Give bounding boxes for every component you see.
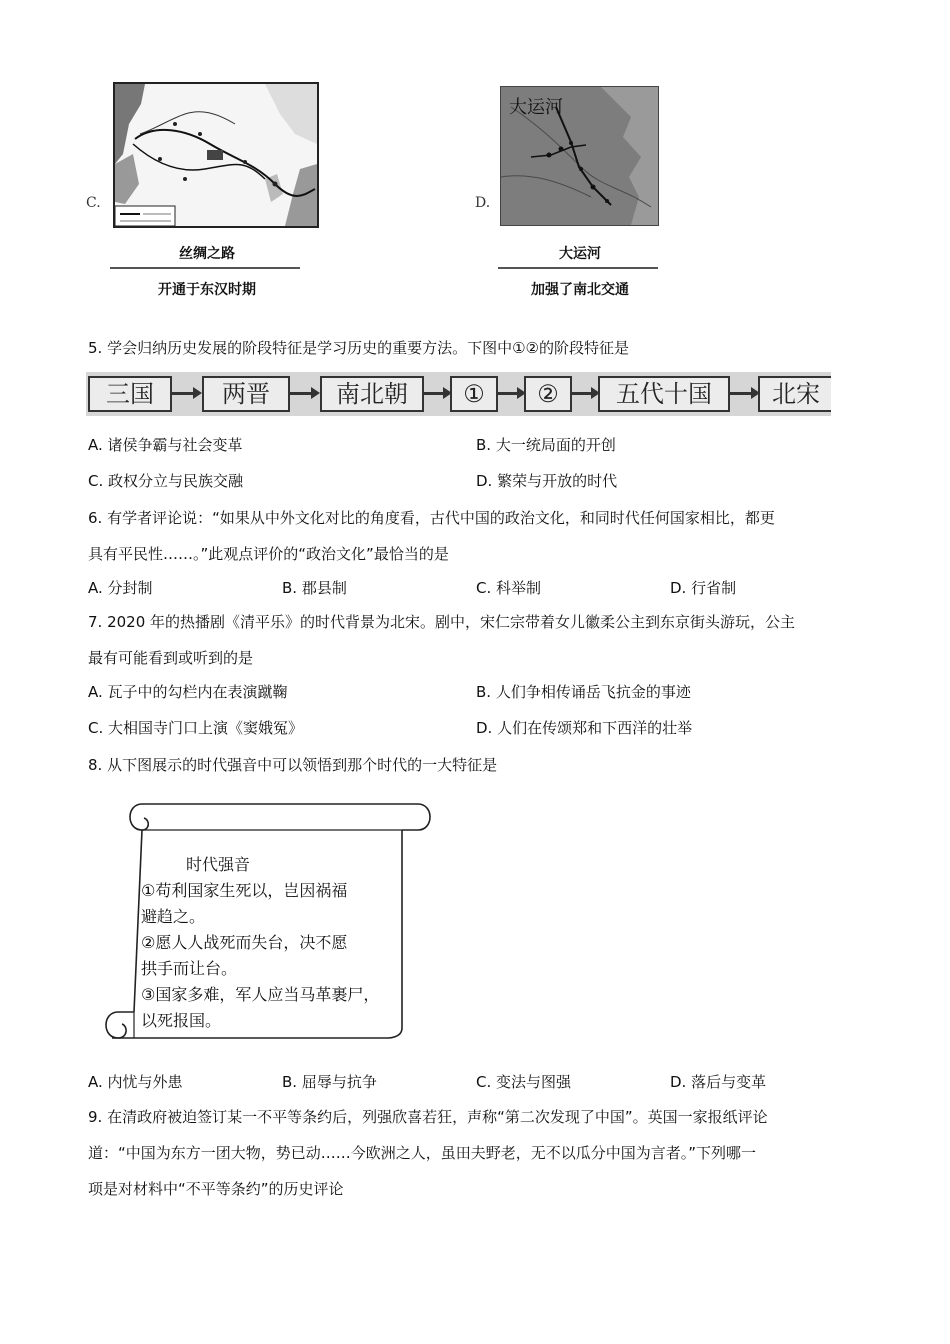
- timeline-stage: ①: [450, 376, 498, 412]
- timeline-arrow: [172, 392, 194, 395]
- option-c-caption-title: 丝绸之路: [179, 246, 235, 262]
- timeline-stage: 北宋: [758, 376, 831, 412]
- q7-option-c[interactable]: C. 大相国寺门口上演《窦娥冤》: [88, 719, 304, 737]
- timeline-arrow: [730, 392, 752, 395]
- timeline-stage: 南北朝: [320, 376, 424, 412]
- q7-option-d[interactable]: D. 人们在传颂郑和下西洋的壮举: [476, 719, 693, 737]
- q9-stem-line2: 道：“中国为东方一团大物，势已动……今欧洲之人，虽田夫野老，无不以瓜分中国为言者。”下列哪一: [88, 1144, 757, 1162]
- q7-option-a[interactable]: A. 瓦子中的勾栏内在表演蹴鞠: [88, 683, 288, 701]
- q6-option-a[interactable]: A. 分封制: [88, 579, 153, 597]
- q5-stem: 5. 学会归纳历史发展的阶段特征是学习历史的重要方法。下图中①②的阶段特征是: [88, 339, 629, 357]
- timeline-arrow: [290, 392, 312, 395]
- q5-timeline: [86, 372, 831, 416]
- option-c-letter: C.: [86, 195, 101, 211]
- q8-option-d[interactable]: D. 落后与变革: [670, 1073, 767, 1091]
- q8-stem: 8. 从下图展示的时代强音中可以领悟到那个时代的一大特征是: [88, 756, 498, 774]
- q5-option-c[interactable]: C. 政权分立与民族交融: [88, 472, 244, 490]
- timeline-arrow: [572, 392, 592, 395]
- q8-scroll-line: ③国家多难，军人应当马革裹尸，: [141, 985, 380, 1004]
- q8-scroll-title: 时代强音: [186, 855, 251, 874]
- option-d-letter: D.: [475, 195, 491, 211]
- q5-option-a[interactable]: A. 诸侯争霸与社会变革: [88, 436, 243, 454]
- q8-scroll-line: ①苟利国家生死以，岂因祸福: [141, 881, 348, 900]
- q6-option-d[interactable]: D. 行省制: [670, 579, 737, 597]
- q9-stem-line1: 9. 在清政府被迫签订某一不平等条约后，列强欣喜若狂，声称“第二次发现了中国”。英国一家报纸评论: [88, 1108, 768, 1126]
- option-d-caption-title: 大运河: [559, 246, 601, 262]
- q8-scroll-line: 拱手而让台。: [141, 959, 238, 978]
- q5-option-d[interactable]: D. 繁荣与开放的时代: [476, 472, 618, 490]
- timeline-arrow: [424, 392, 444, 395]
- grand-canal-map: [500, 86, 659, 226]
- timeline-stage: 三国: [88, 376, 172, 412]
- q5-option-b[interactable]: B. 大一统局面的开创: [476, 436, 616, 454]
- q8-scroll-line: 避趋之。: [141, 907, 206, 926]
- q9-stem-line3: 项是对材料中“不平等条约”的历史评论: [88, 1180, 344, 1198]
- q7-stem-line2: 最有可能看到或听到的是: [88, 649, 254, 667]
- q7-option-b[interactable]: B. 人们争相传诵岳飞抗金的事迹: [476, 683, 691, 701]
- option-d-divider: [498, 267, 658, 269]
- option-c-caption-sub: 开通于东汉时期: [158, 282, 256, 298]
- grand-canal-map-title: 大运河: [509, 97, 563, 118]
- timeline-stage: 五代十国: [598, 376, 730, 412]
- timeline-stage: ②: [524, 376, 572, 412]
- q6-option-c[interactable]: C. 科举制: [476, 579, 542, 597]
- q7-stem-line1: 7. 2020 年的热播剧《清平乐》的时代背景为北宋。剧中，宋仁宗带着女儿徽柔公主到东京街头游玩，公主: [88, 613, 796, 631]
- timeline-stage: 两晋: [202, 376, 290, 412]
- q6-stem-line2: 具有平民性……。”此观点评价的“政治文化”最恰当的是: [88, 545, 449, 563]
- q8-option-a[interactable]: A. 内忧与外患: [88, 1073, 183, 1091]
- q8-option-b[interactable]: B. 屈辱与抗争: [282, 1073, 377, 1091]
- q8-option-c[interactable]: C. 变法与图强: [476, 1073, 572, 1091]
- q6-option-b[interactable]: B. 郡县制: [282, 579, 347, 597]
- q8-scroll-line: ②愿人人战死而失台，决不愿: [141, 933, 348, 952]
- silk-road-map: [113, 82, 319, 228]
- q8-scroll-line: 以死报国。: [141, 1011, 222, 1030]
- q6-stem-line1: 6. 有学者评论说：“如果从中外文化对比的角度看，古代中国的政治文化，和同时代任何国家相比，都更: [88, 509, 775, 527]
- timeline-arrow: [498, 392, 518, 395]
- option-c-divider: [110, 267, 300, 269]
- option-d-caption-sub: 加强了南北交通: [531, 282, 629, 298]
